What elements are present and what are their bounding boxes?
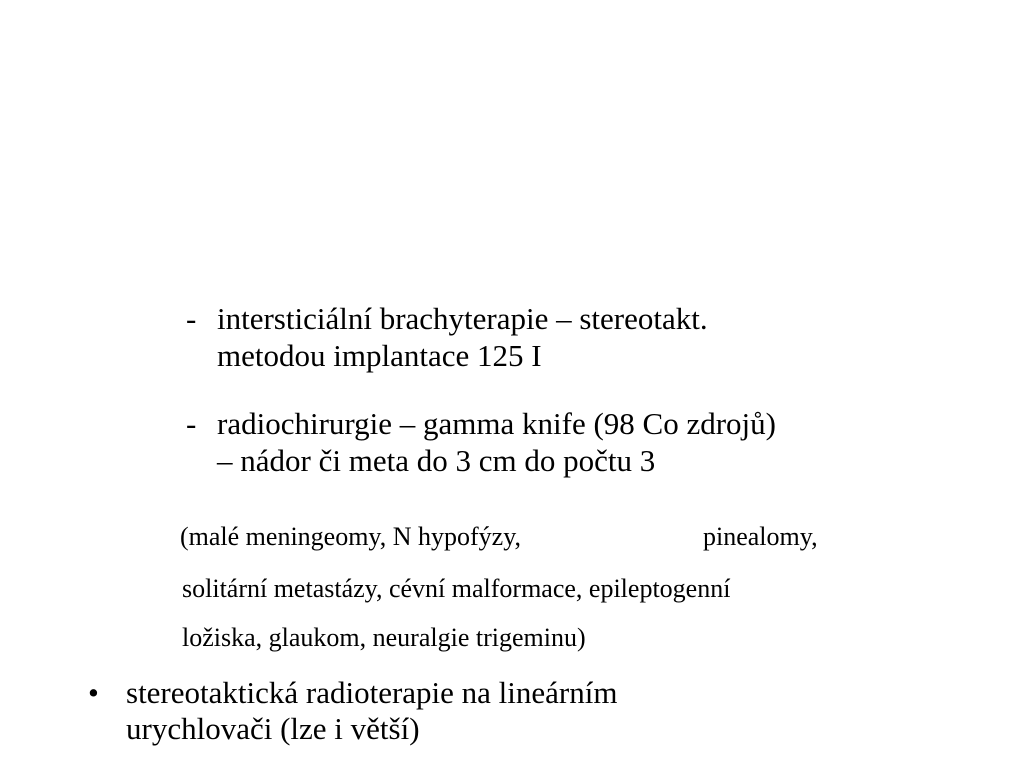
bullet-marker: •	[88, 675, 99, 710]
dash-marker: -	[186, 406, 197, 441]
bullet-text	[126, 675, 968, 747]
text-line: (malé meningeomy, N hypofýzy,	[180, 522, 522, 551]
list-item-text	[217, 300, 976, 374]
dash-marker: -	[186, 301, 197, 336]
text-line: ložiska, glaukom, neuralgie trigeminu)	[182, 623, 586, 652]
text-line: radiochirurgie – gamma knife (98 Co zdrojů)	[217, 406, 776, 441]
text-line: metodou implantace 125 I	[217, 338, 542, 373]
text-line: intersticiální brachyterapie – stereotakt.	[217, 301, 708, 336]
text-line: – nádor či meta do 3 cm do počtu 3	[217, 443, 656, 478]
text-line: stereotaktická radioterapie na lineárním	[126, 675, 618, 710]
list-item-text	[217, 405, 976, 479]
text-line: urychlovači (lze i větší)	[126, 711, 420, 746]
list-item-radiosurgery	[186, 405, 976, 479]
list-item-brachytherapy	[186, 300, 976, 374]
bullet-item-linac	[88, 675, 968, 747]
text-line: pinealomy,	[703, 522, 818, 551]
text-line: solitární metastázy, cévní malformace, epileptogenní	[182, 574, 731, 603]
